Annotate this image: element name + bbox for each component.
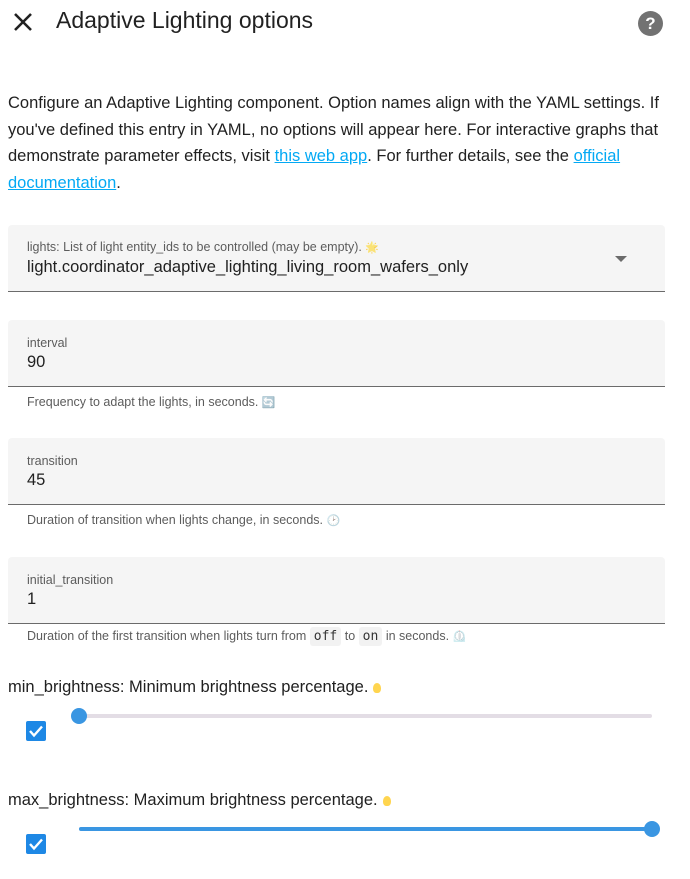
lightbulb-icon [383,796,391,806]
close-icon [12,11,34,33]
transition-label: transition [27,454,78,468]
timer-icon: ⏲️ [452,631,467,644]
min-brightness-checkbox[interactable] [26,721,46,741]
initial-transition-field[interactable] [8,557,665,624]
description-text: Configure an Adaptive Lighting component. Option names align with the YAML settings. If you've defined this entry in YAML, no options will appear here. For interactive graphs that demonstrate parameter effects, visit this web app. For further details, see the official documentation. [8,94,659,192]
initial-transition-label: initial_transition [27,573,114,587]
star-icon: 🌟 [365,242,380,255]
clock-icon: 🕑 [326,515,341,528]
min-brightness-slider[interactable] [79,714,652,718]
dialog-header [0,0,690,44]
help-button[interactable] [638,11,663,36]
web-app-link[interactable]: this web app [274,147,368,166]
on-code: on [359,627,383,646]
max-brightness-slider-thumb[interactable] [644,821,660,837]
interval-field[interactable] [8,320,665,387]
off-code: off [310,627,341,646]
interval-helper: Frequency to adapt the lights, in seconds. 🔄 [27,395,276,410]
close-button[interactable] [12,11,34,33]
initial-transition-value[interactable]: 1 [27,590,37,608]
max-brightness-slider-fill [79,827,652,831]
max-brightness-checkbox[interactable] [26,834,46,854]
check-icon [26,721,46,741]
interval-label: interval [27,336,68,350]
lights-value: light.coordinator_adaptive_lighting_living_room_wafers_only [27,258,469,276]
initial-transition-helper: Duration of the first transition when lights turn from off to on in seconds. ⏲️ [27,629,467,644]
transition-helper: Duration of transition when lights change, in seconds. 🕑 [27,513,341,528]
check-icon [26,834,46,854]
documentation-link[interactable]: official documentation [8,147,621,192]
lightbulb-icon [373,683,381,693]
max-brightness-label: max_brightness: Maximum brightness percentage. [8,791,391,810]
lights-label: lights: List of light entity_ids to be controlled (may be empty). 🌟 [27,240,380,255]
max-brightness-slider[interactable] [79,827,652,831]
transition-field[interactable] [8,438,665,505]
min-brightness-slider-thumb[interactable] [71,708,87,724]
help-icon: ? [645,14,656,33]
transition-value[interactable]: 45 [27,471,46,489]
lights-select[interactable] [8,225,665,292]
refresh-icon: 🔄 [261,397,276,410]
dropdown-arrow-icon[interactable] [615,256,627,262]
min-brightness-label: min_brightness: Minimum brightness percentage. [8,678,381,697]
dialog-title: Adaptive Lighting options [56,7,314,33]
interval-value[interactable]: 90 [27,353,46,371]
